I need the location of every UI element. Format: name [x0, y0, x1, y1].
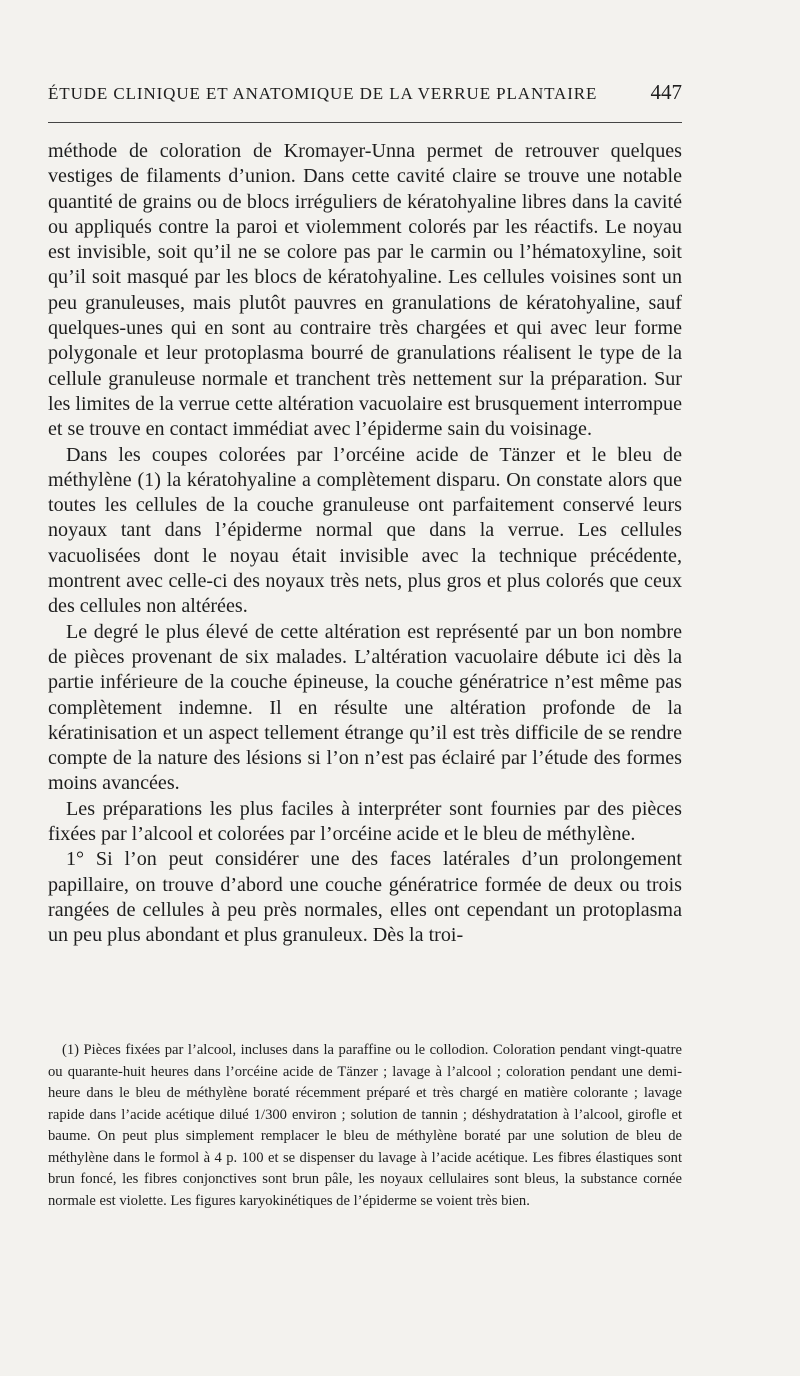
page-number: 447: [650, 80, 682, 104]
footnote: [48, 1040, 682, 1212]
header-rule: [48, 122, 682, 123]
footnote-text: (1) Pièces fixées par l’alcool, incluses dans la paraffine ou le collodion. Coloration pendant vingt-quatre ou quarante-huit heures dans l’orcéine acide de Tänzer ; lavage à l’alcool ; coloration pendant une demi-heure dans le bleu de méthylène boraté récemment préparé et très chargé en matière colorante ; lavage rapide dans l’acide acétique dilué 1/300 environ ; solution de tannin ; déshydratation à l’alcool, girofle et baume. On peut plus simplement remplacer le bleu de méthylène boraté par une solution de bleu de méthylène dans le formol à 4 p. 100 et se dispenser du lavage à l’acide acétique. Les fibres élastiques sont brun foncé, les fibres conjonctives sont brun pâle, les noyaux cellulaires sont bleus, la substance cornée normale est violette. Les figures karyokinétiques de l’épiderme se voient très bien.: [48, 1042, 682, 1209]
paragraph: Le degré le plus élevé de cette altération est représenté par un bon nombre de pièces provenant de six malades. L’altération vacuolaire débute ici dès la partie inférieure de la couche épineuse, la couche génératrice n’est même pas complètement indemne. Il en résulte une altération profonde de la kératinisation et un aspect tellement étrange qu’il est très difficile de se rendre compte de la nature des lésions si l’on n’est pas éclairé par l’étude des formes moins avancées.: [48, 620, 682, 795]
running-title: ÉTUDE CLINIQUE ET ANATOMIQUE DE LA VERRUE PLANTAIRE: [48, 84, 598, 103]
running-header: [48, 80, 682, 108]
paragraph: Les préparations les plus faciles à interpréter sont fournies par des pièces fixées par l’alcool et colorées par l’orcéine acide et le bleu de méthylène.: [48, 797, 682, 846]
paragraph: méthode de coloration de Kromayer-Unna permet de retrouver quelques vestiges de filaments d’union. Dans cette cavité claire se trouve une notable quantité de grains ou de blocs irréguliers de kératohyaline libres dans la cavité ou appliqués contre la paroi et violemment colorés par les réactifs. Le noyau est invisible, soit qu’il ne se colore pas par le carmin ou l’hématoxyline, soit qu’il soit masqué par les blocs de kératohyaline. Les cellules voisines sont un peu granuleuses, mais plutôt pauvres en granulations de kératohyaline, sauf quelques-unes qui en sont au contraire très chargées et qui avec leur forme polygonale et leur protoplasma bourré de granulations réalisent le type de la cellule granuleuse normale et tranchent très nettement sur la préparation. Sur les limites de la verrue cette altération vacuolaire est brusquement interrompue et se trouve en contact immédiat avec l’épiderme sain du voisinage.: [48, 140, 682, 441]
paragraph: Dans les coupes colorées par l’orcéine acide de Tänzer et le bleu de méthylène (1) la kératohyaline a complètement disparu. On constate alors que toutes les cellules de la couche granuleuse ont parfaitement conservé leurs noyaux tant dans l’épiderme normal que dans la verrue. Les cellules vacuolisées dont le noyau était invisible avec la technique précédente, montrent avec celle-ci des noyaux très nets, plus gros et plus colorés que ceux des cellules non altérées.: [48, 443, 682, 618]
main-text: [48, 139, 682, 949]
paragraph: 1° Si l’on peut considérer une des faces latérales d’un prolongement papillaire, on trouve d’abord une couche génératrice formée de deux ou trois rangées de cellules à peu près normales, elles ont cependant un protoplasma un peu plus abondant et plus granuleux. Dès la troi-: [48, 848, 682, 947]
